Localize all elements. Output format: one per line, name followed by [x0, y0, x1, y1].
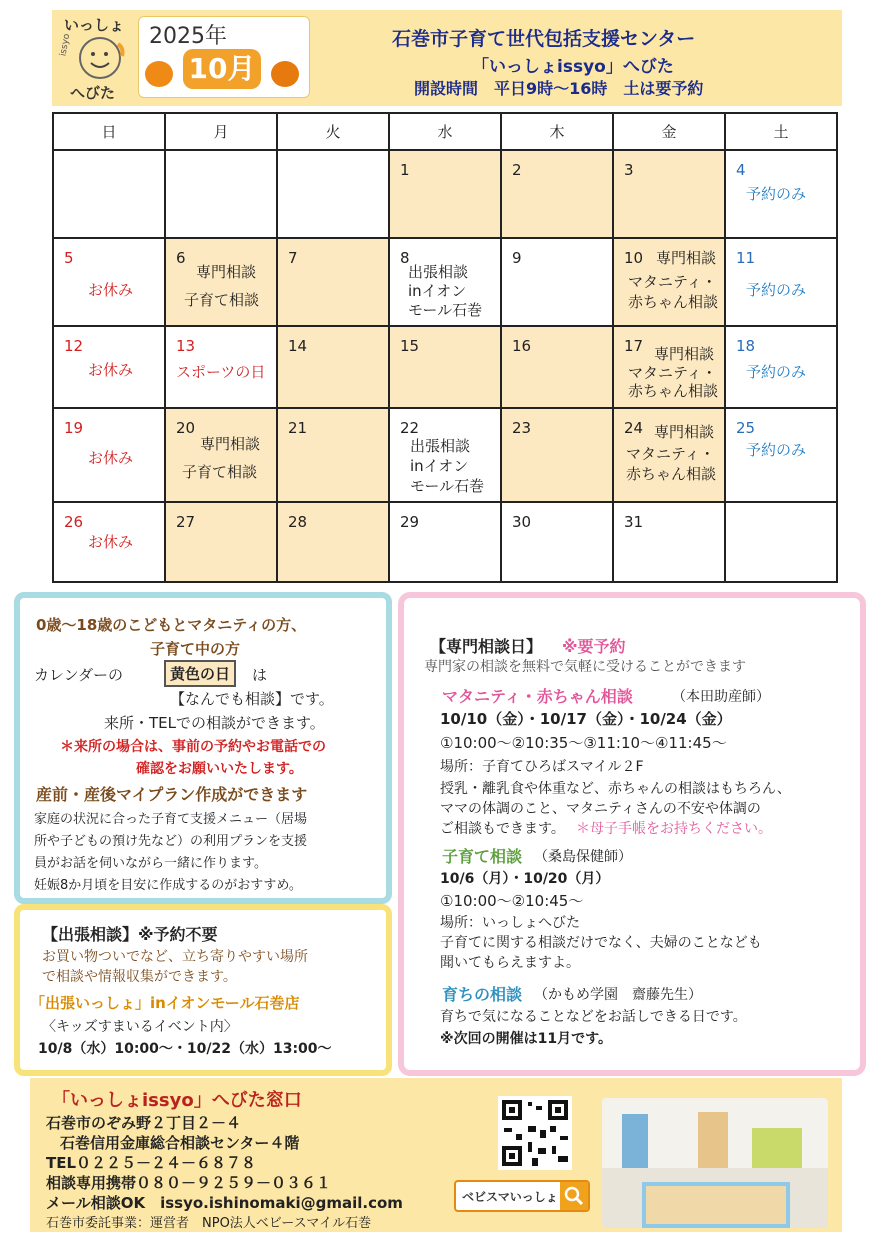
- calendar: [52, 112, 838, 583]
- day-number: 21: [288, 419, 308, 437]
- specialist-intro: 専門家の相談を無料で気軽に受けることができます: [424, 659, 746, 675]
- day-number: 12: [64, 337, 84, 355]
- day-number: 2: [512, 161, 522, 179]
- weekday-thu: 木: [501, 113, 613, 150]
- maternity-note: ＊母子手帳をお持ちください。: [576, 821, 772, 837]
- calendar-day-cell: [501, 408, 613, 502]
- month-box: [138, 16, 310, 98]
- pumpkin-icon: [145, 61, 173, 87]
- event-label: マタニティ・: [626, 445, 715, 463]
- calendar-day-cell: [165, 408, 277, 502]
- weekday-sun: 日: [53, 113, 165, 150]
- day-number: 31: [624, 513, 644, 531]
- event-label: モール石巻: [410, 477, 485, 495]
- calendar-day-cell: [165, 502, 277, 582]
- specialist-consultation-box: [398, 592, 866, 1076]
- calendar-day-cell: [725, 408, 837, 502]
- calendar-day-cell: [165, 326, 277, 408]
- day-number: 23: [512, 419, 532, 437]
- left-box-title-2: 子育て中の方: [150, 640, 241, 658]
- calendar-day-cell: [277, 238, 389, 326]
- day-number: 9: [512, 249, 522, 267]
- weekday-fri: 金: [613, 113, 725, 150]
- footer-mobile: 相談専用携帯０８０－９２５９－０３６１: [46, 1174, 332, 1192]
- search-button[interactable]: [560, 1182, 588, 1210]
- calendar-day-cell: [53, 408, 165, 502]
- event-label: 専門相談: [654, 345, 715, 363]
- calendar-day-cell: [165, 150, 277, 238]
- calendar-day-cell: [501, 238, 613, 326]
- day-number: 14: [288, 337, 308, 355]
- footer-email[interactable]: メール相談OK issyo.ishinomaki@gmail.com: [46, 1194, 403, 1212]
- event-label: 赤ちゃん相談: [628, 382, 719, 400]
- day-number: 17: [624, 337, 644, 355]
- weekday-mon: 月: [165, 113, 277, 150]
- plan-text: 妊娠8か月頃を目安に作成するのがおすすめ。: [34, 878, 302, 893]
- calendar-day-cell: [501, 150, 613, 238]
- outreach-title: 【出張相談】※予約不要: [42, 925, 218, 944]
- outreach-dates: 10/8（水）10:00～・10/22（水）13:00～: [38, 1041, 332, 1057]
- event-label: inイオン: [410, 457, 469, 475]
- visit-tel-text: 来所・TELでの相談ができます。: [104, 714, 325, 732]
- specialist-title: 【専門相談日】: [430, 637, 543, 656]
- maternity-desc: 授乳・離乳食や体重など、赤ちゃんの相談はもちろん、: [440, 781, 791, 797]
- childcare-dates: 10/6（月）・10/20（月）: [440, 871, 610, 887]
- day-number: 30: [512, 513, 532, 531]
- childcare-desc: 子育てに関する相談だけでなく、夫婦のことなども: [440, 935, 762, 951]
- event-label: 専門相談: [200, 435, 261, 453]
- maternity-times: ①10:00～②10:35～③11:10～④11:45～: [440, 734, 727, 752]
- weekday-wed: 水: [389, 113, 501, 150]
- maternity-desc: ご相談もできます。: [440, 821, 565, 837]
- footer-title: 「いっしょissyo」へびた窓口: [52, 1090, 302, 1111]
- day-number: 11: [736, 249, 756, 267]
- plan-text: 員がお話を伺いながら一緒に作ります。: [34, 856, 267, 871]
- day-number: 25: [736, 419, 756, 437]
- calendar-day-cell: [389, 502, 501, 582]
- day-number: 26: [64, 513, 84, 531]
- calendar-day-cell: [389, 150, 501, 238]
- closed-label: お休み: [88, 449, 134, 467]
- specialist-title-note: ※要予約: [562, 637, 626, 656]
- childcare-desc: 聞いてもらえますよ。: [440, 955, 580, 971]
- reservation-only-label: 予約のみ: [746, 441, 807, 459]
- reservation-only-label: 予約のみ: [746, 185, 807, 203]
- reservation-notice: ＊来所の場合は、事前の予約やお電話での: [60, 739, 326, 755]
- event-label: inイオン: [408, 282, 467, 300]
- reservation-only-label: 予約のみ: [746, 363, 807, 381]
- maternity-place: 場所：子育てひろばスマイル２F: [440, 759, 644, 775]
- event-label: マタニティ・: [628, 273, 717, 291]
- calendar-day-cell: [501, 326, 613, 408]
- header: [52, 10, 842, 106]
- closed-label: お休み: [88, 281, 134, 299]
- event-label: 赤ちゃん相談: [628, 293, 719, 311]
- day-number: 1: [400, 161, 410, 179]
- plan-title: 産前・産後マイプラン作成ができます: [36, 785, 308, 804]
- event-label: 赤ちゃん相談: [626, 465, 717, 483]
- day-number: 28: [288, 513, 308, 531]
- event-label: 子育て相談: [182, 463, 258, 481]
- footer: [30, 1078, 842, 1232]
- maternity-desc: ママの体調のこと、マタニティさんの不安や体調の: [440, 801, 761, 817]
- reservation-only-label: 予約のみ: [746, 281, 807, 299]
- outreach-consultation-box: [14, 904, 392, 1076]
- footer-tel: TEL０２２５－２４－６８７８: [46, 1154, 257, 1172]
- maternity-staff: （本田助産師）: [672, 689, 770, 705]
- center-name-line2: 「いっしょissyo」へびた: [472, 57, 674, 77]
- childcare-staff: （桑島保健師）: [534, 849, 632, 865]
- day-number: 10: [624, 249, 644, 267]
- smile-face-icon: [72, 34, 128, 82]
- opening-hours: 開設時間 平日9時～16時 土は要予約: [414, 79, 704, 98]
- calendar-day-cell: [389, 238, 501, 326]
- day-number: 18: [736, 337, 756, 355]
- footer-address: 石巻市のぞみ野２丁目２－４: [46, 1114, 242, 1132]
- pumpkin-icon: [271, 61, 299, 87]
- weekday-sat: 土: [725, 113, 837, 150]
- day-number: 29: [400, 513, 420, 531]
- outreach-venue: 「出張いっしょ」inイオンモール石巻店: [30, 994, 300, 1012]
- reservation-notice-2: 確認をお願いいたします。: [136, 761, 303, 777]
- event-label: 出張相談: [408, 263, 469, 281]
- footer-operator: 石巻市委託事業：運営者 NPO法人ベビースマイル石巻: [46, 1216, 372, 1231]
- growth-staff: （かもめ学園 齋藤先生）: [534, 987, 702, 1003]
- general-consultation-box: [14, 592, 392, 904]
- holiday-label: スポーツの日: [176, 363, 266, 381]
- event-label: 専門相談: [656, 249, 717, 267]
- yellow-day-badge: 黄色の日: [164, 660, 236, 687]
- room-photo: [602, 1098, 828, 1228]
- childcare-title: 子育て相談: [442, 847, 523, 866]
- event-label: 子育て相談: [184, 291, 260, 309]
- event-label: マタニティ・: [628, 364, 717, 382]
- year-label: 2025年: [149, 24, 227, 49]
- calendar-day-cell: [725, 326, 837, 408]
- day-number: 19: [64, 419, 84, 437]
- calendar-note: カレンダーの: [34, 666, 124, 684]
- calendar-day-cell: [53, 150, 165, 238]
- calendar-day-cell: [613, 238, 725, 326]
- calendar-day-cell: [389, 408, 501, 502]
- calendar-day-cell: [277, 150, 389, 238]
- day-number: 8: [400, 249, 410, 267]
- calendar-day-cell: [53, 326, 165, 408]
- calendar-day-cell: [725, 150, 837, 238]
- closed-label: お休み: [88, 361, 134, 379]
- calendar-note-tail: は: [252, 666, 268, 684]
- logo-side-text: issyo: [58, 32, 73, 58]
- event-label: 専門相談: [196, 263, 257, 281]
- calendar-day-cell: [501, 502, 613, 582]
- maternity-title: マタニティ・赤ちゃん相談: [442, 687, 633, 706]
- day-number: 13: [176, 337, 196, 355]
- day-number: 3: [624, 161, 634, 179]
- search-label: ベビスマいっしょ: [462, 1190, 558, 1204]
- childcare-place: 場所：いっしょへびた: [440, 915, 580, 931]
- calendar-day-cell: [53, 502, 165, 582]
- day-number: 16: [512, 337, 532, 355]
- center-name-line1: 石巻市子育て世代包括支援センター: [392, 28, 696, 50]
- weekday-tue: 火: [277, 113, 389, 150]
- calendar-day-cell: [613, 502, 725, 582]
- calendar-week: [53, 408, 837, 502]
- outreach-desc: お買い物ついでなど、立ち寄りやすい場所: [42, 949, 308, 965]
- plan-text: 家庭の状況に合った子育て支援メニュー（居場: [34, 812, 308, 827]
- day-number: 24: [624, 419, 644, 437]
- calendar-week: [53, 150, 837, 238]
- growth-title: 育ちの相談: [442, 985, 523, 1004]
- day-number: 5: [64, 249, 74, 267]
- plan-text: 所や子どもの預け先など）の利用プランを支援: [34, 834, 308, 849]
- day-number: 15: [400, 337, 420, 355]
- childcare-times: ①10:00～②10:45～: [440, 892, 584, 910]
- logo-bottom-text: へびた: [70, 84, 116, 102]
- calendar-day-cell: [277, 502, 389, 582]
- footer-address: 石巻信用金庫総合相談センター４階: [60, 1134, 300, 1152]
- calendar-day-cell: [389, 326, 501, 408]
- day-number: 6: [176, 249, 186, 267]
- calendar-day-cell: [725, 238, 837, 326]
- left-box-title: 0歳～18歳のこどもとマタニティの方、: [36, 616, 307, 634]
- calendar-week: [53, 238, 837, 326]
- calendar-day-cell: [277, 326, 389, 408]
- event-label: モール石巻: [408, 301, 483, 319]
- weekday-header-row: [53, 113, 837, 150]
- calendar-day-cell: [613, 408, 725, 502]
- closed-label: お休み: [88, 533, 134, 551]
- day-number: 4: [736, 161, 746, 179]
- calendar-day-cell: [613, 326, 725, 408]
- logo-top-text: いっしょ: [64, 16, 125, 34]
- calendar-day-cell: [277, 408, 389, 502]
- calendar-day-cell: [53, 238, 165, 326]
- calendar-day-cell: [165, 238, 277, 326]
- month-label: 10月: [183, 49, 261, 89]
- growth-desc: 育ちで気になることなどをお話しできる日です。: [440, 1009, 747, 1025]
- day-number: 7: [288, 249, 298, 267]
- calendar-week: [53, 502, 837, 582]
- search-bar[interactable]: [454, 1180, 590, 1212]
- qr-code-icon[interactable]: [498, 1096, 572, 1170]
- day-number: 22: [400, 419, 420, 437]
- event-label: 専門相談: [654, 423, 715, 441]
- outreach-desc: で相談や情報収集ができます。: [42, 969, 237, 985]
- calendar-day-cell: [725, 502, 837, 582]
- growth-next: ※次回の開催は11月です。: [440, 1031, 612, 1047]
- day-number: 27: [176, 513, 196, 531]
- maternity-dates: 10/10（金）・10/17（金）・10/24（金）: [440, 710, 732, 728]
- day-number: 20: [176, 419, 196, 437]
- logo: [56, 12, 142, 102]
- anything-consult-text: 【なんでも相談】です。: [170, 690, 334, 708]
- calendar-day-cell: [613, 150, 725, 238]
- calendar-week: [53, 326, 837, 408]
- search-icon: [560, 1182, 588, 1210]
- event-label: 出張相談: [410, 437, 471, 455]
- outreach-venue-sub: 〈キッズすまいるイベント内〉: [42, 1019, 238, 1035]
